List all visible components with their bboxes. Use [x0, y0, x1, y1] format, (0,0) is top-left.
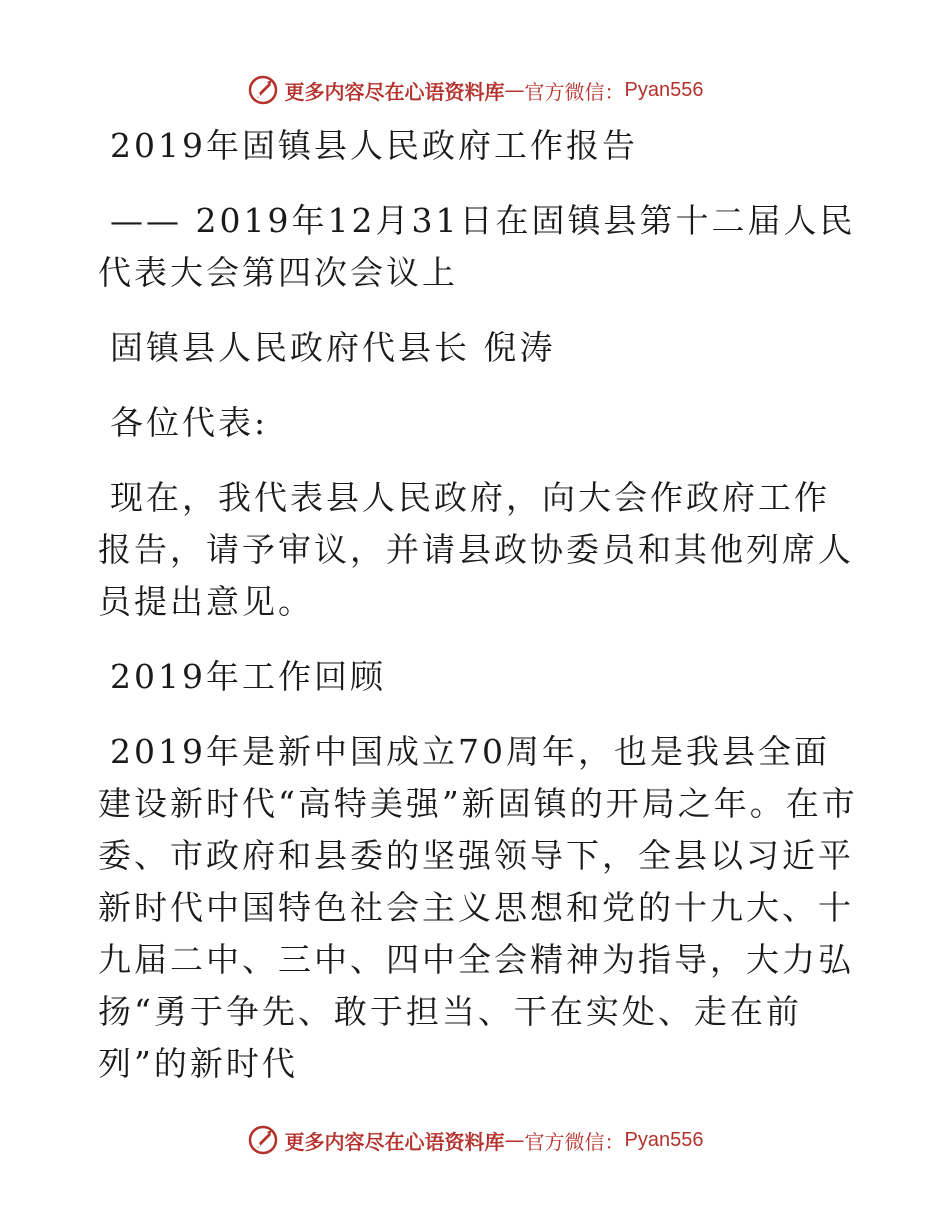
banner-separator: —: [504, 78, 525, 102]
quill-seal-logo-icon: [247, 1124, 279, 1156]
banner-wechat-label: 官方微信：: [524, 1129, 625, 1154]
header-banner: [0, 70, 950, 110]
document-body: [98, 120, 858, 1113]
quill-seal-logo-icon: [247, 74, 279, 106]
document-subtitle: —— 2019年12月31日在固镇县第十二届人民代表大会第四次会议上: [98, 201, 856, 292]
banner-text: 更多内容尽在心语资料库: [284, 1129, 505, 1154]
banner-wechat-id: Pyan556: [624, 78, 704, 101]
speaker-line: 固镇县人民政府代县长 倪涛: [110, 328, 556, 367]
banner-separator: —: [504, 1128, 525, 1152]
document-title: 2019年固镇县人民政府工作报告: [110, 126, 638, 165]
footer-banner: [0, 1120, 950, 1160]
intro-paragraph: 现在，我代表县人民政府，向大会作政府工作报告，请予审议，并请县政协委员和其他列席人员提出意见。: [98, 478, 854, 621]
body-paragraph: 2019年是新中国成立70周年，也是我县全面建设新时代“高特美强”新固镇的开局之年。在市委、市政府和县委的坚强领导下，全县以习近平新时代中国特色社会主义思想和党的十九大、十九届二中、三中、四中全会精神为指导，大力弘扬“勇于争先、敢于担当、干在实处、走在前列”的新时代: [98, 732, 858, 1083]
banner-wechat-id: Pyan556: [624, 1128, 704, 1151]
section-heading: 2019年工作回顾: [110, 657, 386, 696]
banner-wechat-label: 官方微信：: [524, 79, 625, 104]
salutation: 各位代表:: [110, 403, 269, 442]
banner-text: 更多内容尽在心语资料库: [284, 79, 505, 104]
